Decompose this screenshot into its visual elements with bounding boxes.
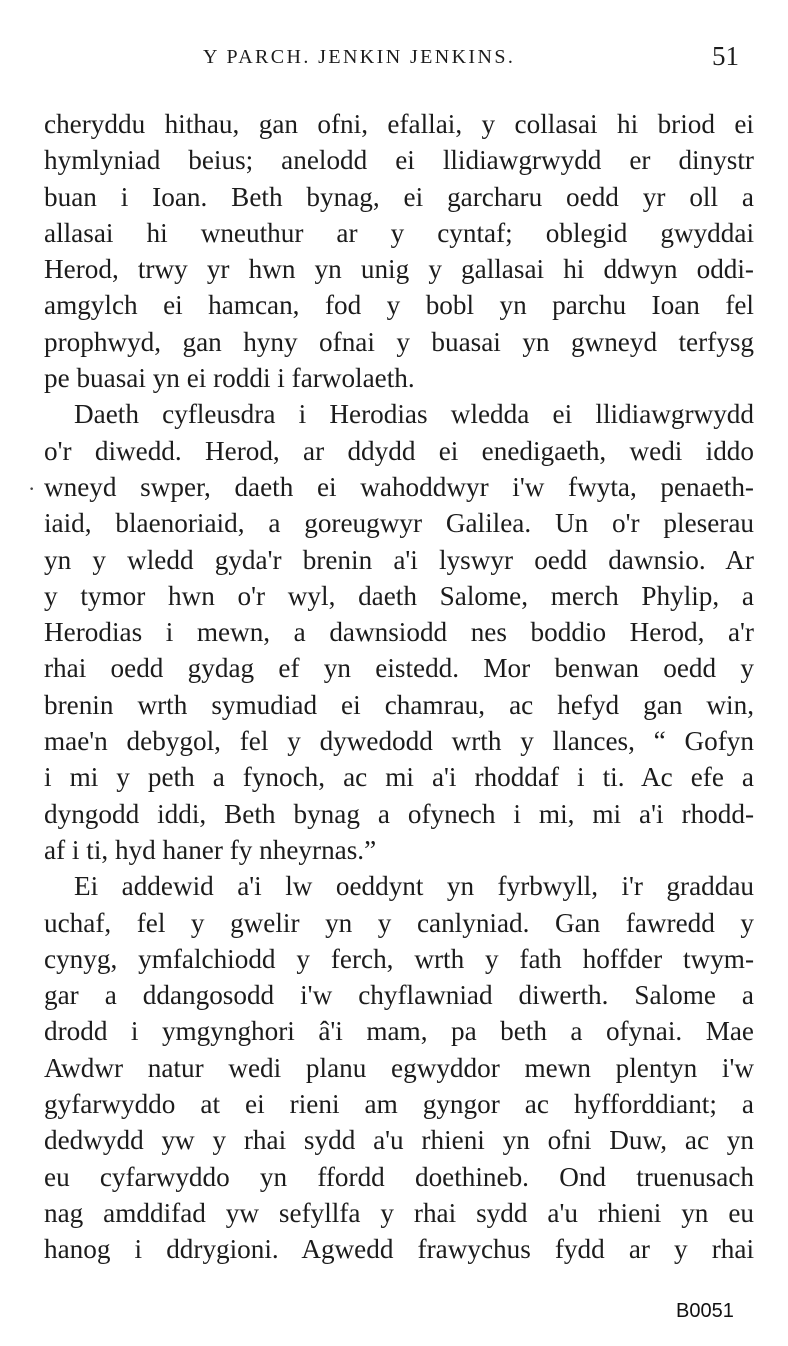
text-line: Awdwr natur wedi planu egwyddor mewn plentyn i'w [44, 1052, 754, 1083]
text-line: iaid, blaenoriaid, a goreugwyr Galilea. Un o'r pleserau [44, 508, 754, 539]
text-line: gyfarwyddo at ei rieni am gyngor ac hyfforddiant; a [44, 1089, 754, 1120]
text-line: hymlyniad beius; anelodd ei llidiawgrwydd er dinystr [44, 145, 754, 176]
text-line: buan i Ioan. Beth bynag, ei garcharu oedd yr oll a [44, 181, 754, 212]
text-line: gar a ddangosodd i'w chyflawniad diwerth. Salome a [44, 980, 754, 1011]
text-line: o'r diwedd. Herod, ar ddydd ei enedigaeth, wedi iddo [44, 435, 754, 466]
text-line: cheryddu hithau, gan ofni, efallai, y collasai hi briod ei [44, 109, 754, 139]
text-line: Daeth cyfleusdra i Herodias wledda ei llidiawgrwydd [74, 399, 754, 430]
page-number: 51 [712, 41, 739, 71]
text-line: pe buasai yn ei roddi i farwolaeth. [44, 363, 415, 394]
text-line: nag amddifad yw sefyllfa y rhai sydd a'u rhieni yn eu [44, 1197, 754, 1228]
text-line: cynyg, ymfalchiodd y ferch, wrth y fath hoffder twym- [44, 943, 754, 974]
body-text [44, 106, 754, 1268]
text-line: eu cyfarwyddo yn ffordd doethineb. Ond truenusach [44, 1161, 754, 1192]
text-line: af i ti, hyd haner fy nheyrnas.” [44, 834, 377, 865]
text-line: dedwydd yw y rhai sydd a'u rhieni yn ofni Duw, ac yn [44, 1125, 754, 1156]
text-line: amgylch ei hamcan, fod y bobl yn parchu Ioan fel [44, 290, 754, 321]
text-line: hanog i ddrygioni. Agwedd frawychus fydd ar y rhai [44, 1234, 754, 1265]
text-line: rhai oedd gydag ef yn eistedd. Mor benwan oedd y [44, 653, 754, 684]
archive-code: B0051 [676, 1300, 734, 1322]
running-head [0, 38, 788, 78]
running-title: Y PARCH. JENKIN JENKINS. [203, 46, 516, 68]
text-line: wneyd swper, daeth ei wahoddwyr i'w fwyta, penaeth- [44, 471, 754, 502]
text-line: yn y wledd gyda'r brenin a'i lyswyr oedd dawnsio. Ar [44, 544, 754, 575]
text-line: prophwyd, gan hyny ofnai y buasai yn gwneyd terfysg [44, 326, 754, 357]
text-line: allasai hi wneuthur ar y cyntaf; oblegid gwyddai [44, 217, 754, 248]
text-line: drodd i ymgynghori â'i mam, pa beth a ofynai. Mae [44, 1016, 754, 1047]
text-line: Herod, trwy yr hwn yn unig y gallasai hi ddwyn oddi- [44, 254, 754, 285]
text-line: mae'n debygol, fel y dywedodd wrth y llances, “ Gofyn [44, 726, 754, 757]
text-line: i mi y peth a fynoch, ac mi a'i rhoddaf i ti. Ac efe a [44, 762, 754, 793]
text-line: uchaf, fel y gwelir yn y canlyniad. Gan fawredd y [44, 907, 754, 938]
text-line: Herodias i mewn, a dawnsiodd nes boddio Herod, a'r [44, 617, 754, 648]
text-line: brenin wrth symudiad ei chamrau, ac hefyd gan win, [44, 689, 754, 720]
text-line: y tymor hwn o'r wyl, daeth Salome, merch Phylip, a [44, 580, 754, 611]
margin-dot: · [28, 476, 36, 501]
text-line: dyngodd iddi, Beth bynag a ofynech i mi, mi a'i rhodd- [44, 798, 754, 829]
text-line: Ei addewid a'i lw oeddynt yn fyrbwyll, i'r graddau [74, 871, 754, 902]
